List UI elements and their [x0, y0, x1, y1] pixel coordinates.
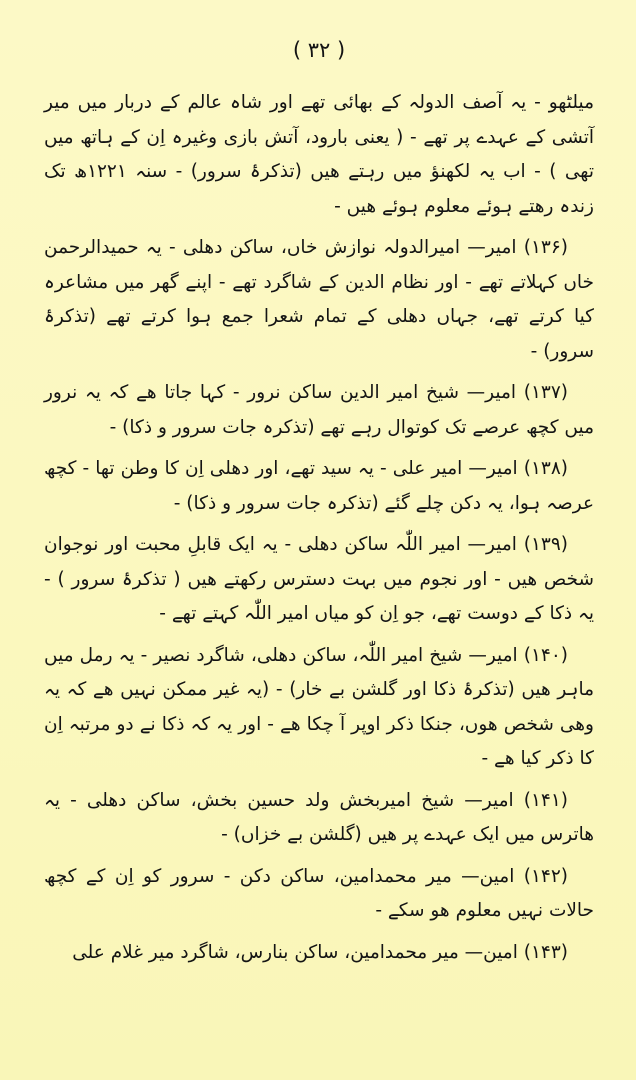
entry-140: (۱۴۰) امیر— شیخ امیر اللّٰہ، ساکن دھلی، شاگرد نصیر - یہ رمل میں ماہر ھیں (تذکرۂ ذکا اور گلشن بے خار) - (یہ غیر ممکن نہیں ھے کہ یہ وھی شخص ھوں، جنکا ذکر اوپر آ چکا ھے - اور یہ کہ ذکا نے دو مرتبہ اِن کا ذکر کیا ھے -: [44, 644, 594, 769]
entry-143: (۱۴۳) امین— میر محمدامین، ساکن بنارس، شاگرد میر غلام علی: [72, 941, 568, 963]
entry-142: (۱۴۲) امین— میر محمدامین، ساکن دکن - سرور کو اِن کے کچھ حالات نہیں معلوم ھو سکے -: [44, 865, 594, 921]
entry-141: (۱۴۱) امیر— شیخ امیربخش ولد حسین بخش، ساکن دھلی - یہ ھاترس میں ایک عہدے پر ھیں (گلشن بے خزاں) -: [44, 789, 594, 845]
intro-paragraph: میلٹھو - یہ آصف الدولہ کے بھائی تھے اور شاہ عالم کے دربار میں میر آتشی کے عہدے پر تھے - ( یعنی بارود، آتش بازی وغیرہ اِن کے ہاتھ میں تھی ) - اب یہ لکھنؤ میں رہتے ھیں (تذکرۂ سرور) - سنہ ۱۲۲۱ھ تک زندہ رھتے ہوئے معلوم ہوئے ھیں -: [44, 92, 594, 217]
page-body: [44, 86, 594, 970]
entry-138: (۱۳۸) امیر— امیر علی - یہ سید تھے، اور دھلی اِن کا وطن تھا - کچھ عرصہ ہوا، یہ دکن چلے گئے (تذکرہ جات سرور و ذکا) -: [44, 458, 594, 514]
entry-136: (۱۳۶) امیر— امیرالدولہ نوازش خاں، ساکن دھلی - یہ حمیدالرحمن خاں کہلاتے تھے - اور نظام الدین کے شاگرد تھے - اپنے گھر میں مشاعرہ کیا کرتے تھے، جہاں دھلی کے تمام شعرا جمع ہوا کرتے تھے (تذکرۂ سرور) -: [44, 237, 594, 362]
entry-139: (۱۳۹) امیر— امیر اللّٰہ ساکن دھلی - یہ ایک قابلِ محبت اور نوجوان شخص ھیں - اور نجوم میں بہت دسترس رکھتے ھیں ( تذکرۂ سرور ) - یہ ذکا کے دوست تھے، جو اِن کو میاں امیر اللّٰہ کہتے تھے -: [44, 534, 594, 624]
page-number: ( ۳۲ ): [292, 38, 346, 62]
entry-137: (۱۳۷) امیر— شیخ امیر الدین ساکن نرور - کہا جاتا ھے کہ یہ نرور میں کچھ عرصے تک کوتوال رہے تھے (تذکرہ جات سرور و ذکا) -: [44, 382, 594, 438]
